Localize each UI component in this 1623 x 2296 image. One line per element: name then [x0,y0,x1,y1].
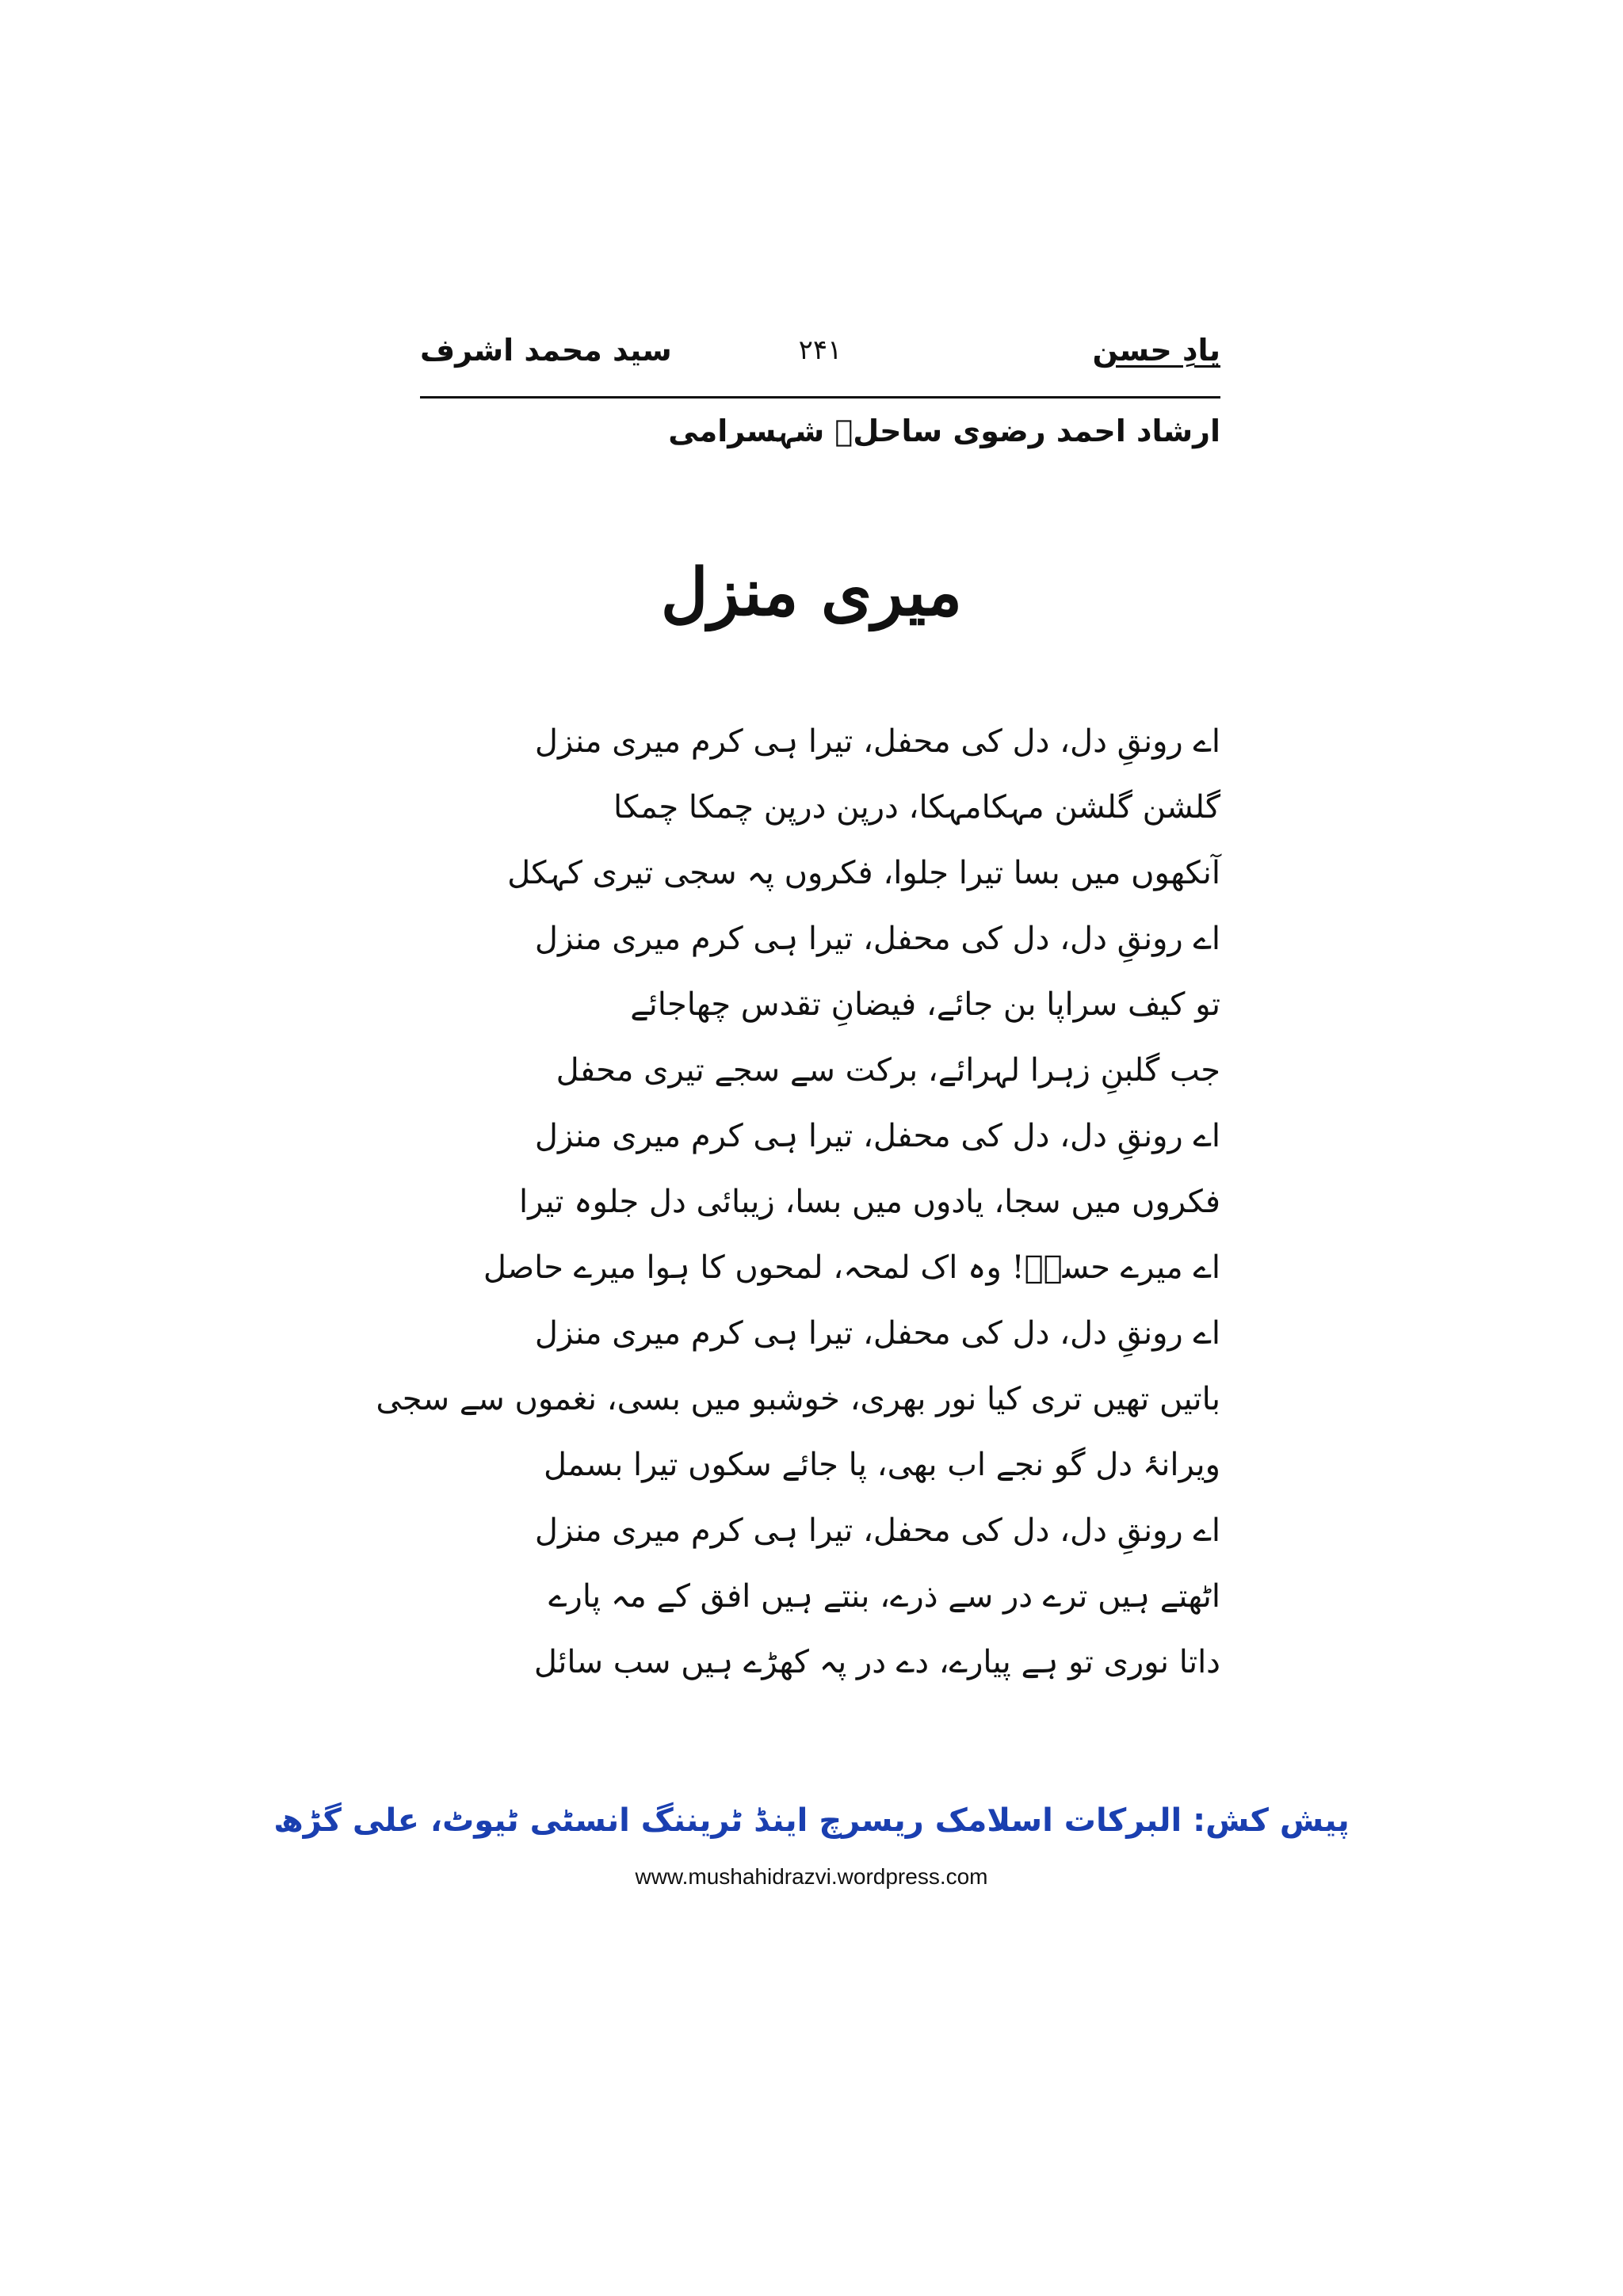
publisher-credit: پیش کش: البرکات اسلامک ریسرچ اینڈ ٹریننگ انسٹی ٹیوٹ، علی گڑھ [273,1802,1350,1839]
author-name: سید محمد اشرف [420,333,672,368]
poem-body [376,709,1220,1695]
poem-line: ویرانۂ دل گو نجے اب بھی، پا جائے سکوں تیرا بسمل [544,1447,1220,1483]
poem-line: اے رونقِ دل، دل کی محفل، تیرا ہی کرم میری منزل [534,1512,1220,1549]
poem-line: جب گلبنِ زہرا لہرائے، برکت سے سجے تیری محفل [556,1052,1220,1089]
poem-line: تو کیف سراپا بن جائے، فیضانِ تقدس چھاجائے [630,986,1220,1023]
page-number: ۲۴۱ [798,334,842,366]
poem-line: اے میرے حسنؔ! وہ اک لمحہ، لمحوں کا ہوا میرے حاصل [483,1249,1220,1286]
poet-name: ارشاد احمد رضوی ساحلؔ شہسرامی [668,414,1220,448]
book-title: یادِ حسن [1092,333,1220,368]
poem-line: گلشن گلشن مہکامہکا، درپن درپن چمکا چمکا [613,789,1220,826]
poem-line: باتیں تھیں تری کیا نور بھری، خوشبو میں بسی، نغموں سے سجی [376,1381,1220,1417]
poem-line: داتا نوری تو ہے پیارے، دے در پہ کھڑے ہیں سب سائل [533,1644,1220,1680]
poem-line: اے رونقِ دل، دل کی محفل، تیرا ہی کرم میری منزل [534,723,1220,760]
running-header [420,333,1220,396]
website-link[interactable]: www.mushahidrazvi.wordpress.com [635,1864,988,1889]
poem-line: آنکھوں میں بسا تیرا جلوا، فکروں پہ سجی تیری کہکل [507,855,1220,891]
poem-line: اے رونقِ دل، دل کی محفل، تیرا ہی کرم میری منزل [534,1118,1220,1154]
poem-line: اٹھتے ہیں ترے در سے ذرے، بنتے ہیں افق کے مہ پارے [548,1578,1220,1615]
header-rule [420,396,1220,399]
poem-title: میری منزل [660,555,963,631]
poem-line: اے رونقِ دل، دل کی محفل، تیرا ہی کرم میری منزل [534,1315,1220,1352]
poem-line: فکروں میں سجا، یادوں میں بسا، زیبائی دل جلوہ تیرا [519,1184,1220,1220]
poem-line: اے رونقِ دل، دل کی محفل، تیرا ہی کرم میری منزل [534,921,1220,957]
